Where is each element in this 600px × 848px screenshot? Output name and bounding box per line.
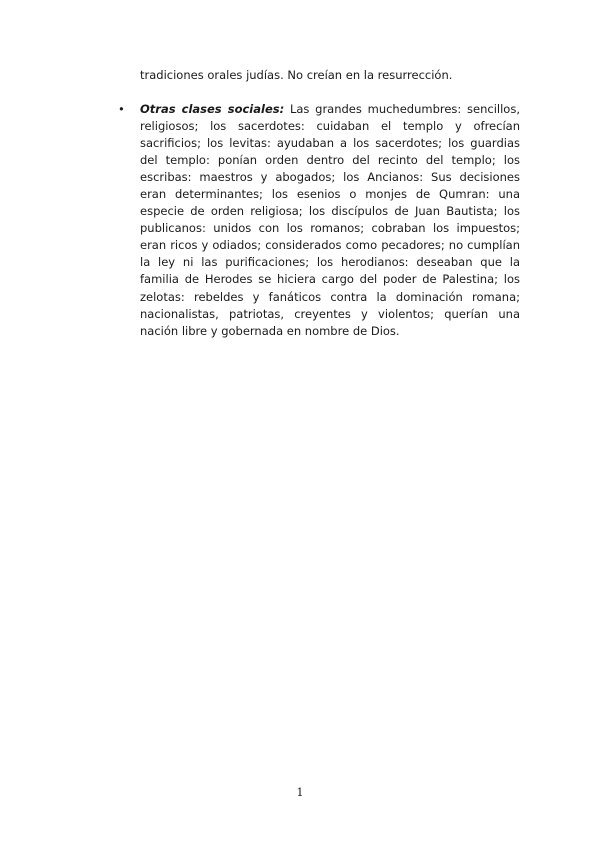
bullet-paragraph — [140, 101, 520, 340]
bullet-body: Las grandes muchedumbres: sencillos, religiosos; los sacerdotes: cuidaban el templo y ofrecían sacrificios; los levitas: ayudaban a los sacerdotes; los guardias del templo: ponían orden dentro del recinto del templo; los escribas: maestros y abogados; los Ancianos: Sus decisiones eran determinantes; los esenios o monjes de Qumran: una especie de orden religiosa; los discípulos de Juan Bautista; los publicanos: unidos con los romanos; cobraban los impuestos; eran ricos y odiados; considerados como pecadores; no cumplían la ley ni las purificaciones; los herodianos: deseaban que la familia de Herodes se hiciera cargo del poder de Palestina; los zelotas: rebeldes y fanáticos contra la dominación romana; nacionalistas, patriotas, creyentes y violentos; querían una nación libre y gobernada en nombre de Dios. — [140, 102, 520, 338]
continuation-paragraph: tradiciones orales judías. No creían en la resurrección. — [140, 68, 453, 82]
bullet-heading: Otras clases sociales: — [140, 102, 285, 116]
page-number: 1 — [296, 786, 304, 799]
bullet-icon: • — [118, 102, 125, 116]
